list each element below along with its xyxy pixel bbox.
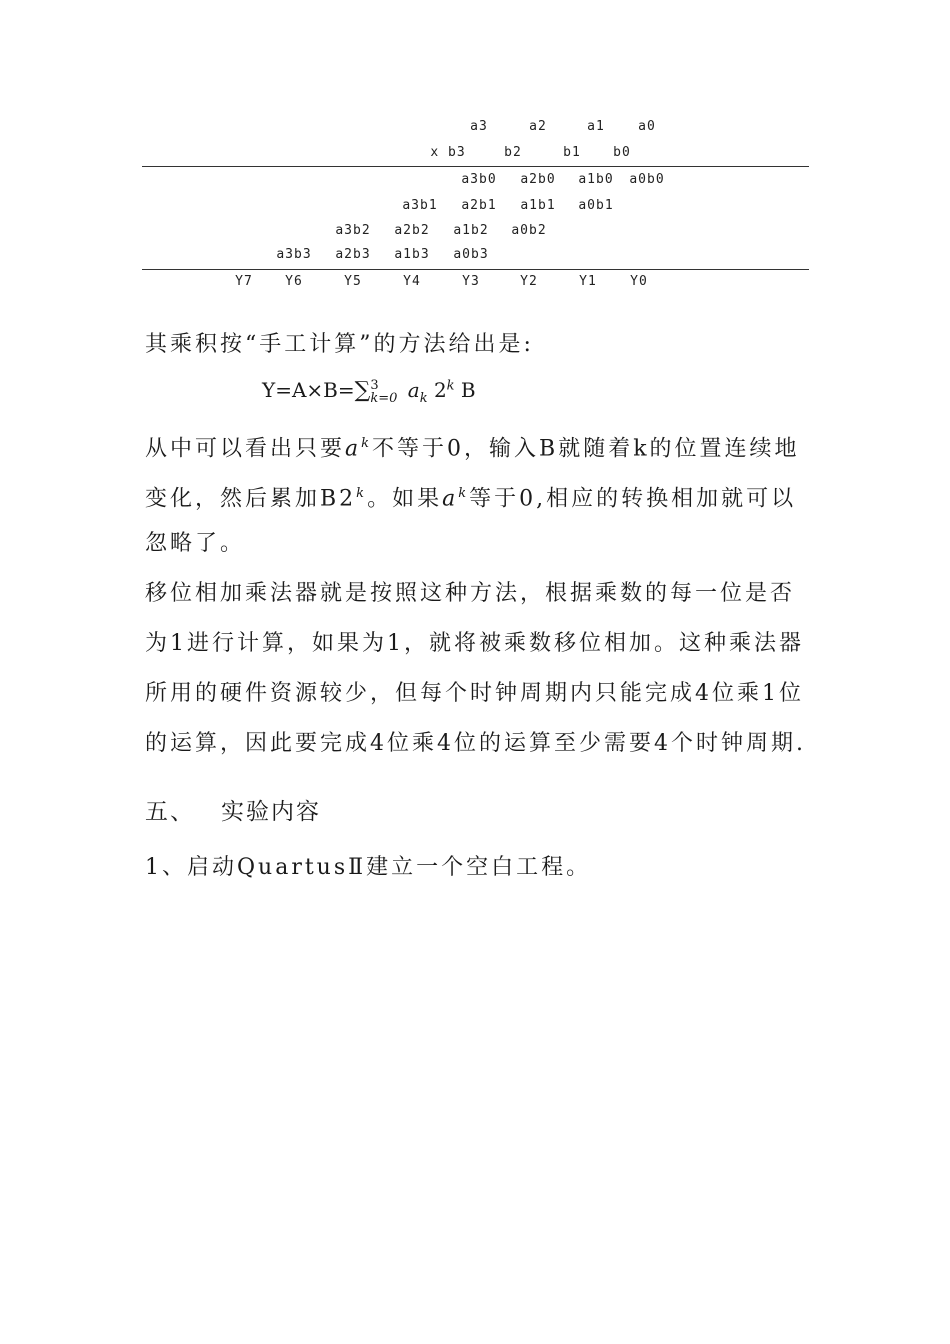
table-cell: Y3 [462,274,480,289]
product-formula [262,378,476,406]
table-cell: a3b1 [402,198,438,213]
step-item: 1、启动QuartusⅡ建立一个空白工程。 [145,855,592,880]
math-sup: k [361,436,373,451]
table-cell: a3b2 [335,223,371,238]
table-cell: a1b3 [394,247,430,262]
table-cell: b1 [563,145,581,160]
table-cell: Y4 [403,274,421,289]
math-a: a [442,486,459,512]
table-cell: a0b1 [578,198,614,213]
table-cell: a2b1 [461,198,497,213]
table-cell: a1 [587,119,605,134]
table-cell: Y1 [579,274,597,289]
table-cell: a3 [470,119,488,134]
sum-lower: k=0 [370,390,398,406]
table-cell: a1b1 [520,198,556,213]
multiplication-table [0,0,950,300]
table-cell: a0b0 [629,172,665,187]
section-heading [145,793,321,826]
formula-a-sub: k [419,391,428,406]
table-cell: a3b3 [276,247,312,262]
paragraph-line: 为1进行计算，如果为1，就将被乘数移位相加。这种乘法器 [145,631,804,656]
table-cell: a2b0 [520,172,556,187]
intro-text: 其乘积按“手工计算”的方法给出是: [145,332,534,357]
text-run: 等于0,相应的转换相加就可以 [469,486,797,512]
text-run: 。如果 [367,486,443,512]
paragraph-line [145,429,815,464]
table-cell: b0 [613,145,631,160]
formula-b: B [460,378,476,402]
table-cell: a1b0 [578,172,614,187]
table-cell: a0b3 [453,247,489,262]
table-cell: Y7 [235,274,253,289]
table-cell: Y2 [520,274,538,289]
table-cell: a0 [638,119,656,134]
sum-symbol: ∑ [354,378,371,403]
paragraph-line: 忽略了。 [145,531,246,556]
paragraph-line: 的运算，因此要完成4位乘4位的运算至少需要4个时钟周期. [145,731,806,756]
table-cell: a2b3 [335,247,371,262]
table-cell: b2 [504,145,522,160]
top-rule [142,166,809,167]
math-sup: k [356,486,368,501]
table-cell: Y0 [630,274,648,289]
formula-two-sup: k [446,378,455,394]
table-cell: a1b2 [453,223,489,238]
table-cell: a2 [529,119,547,134]
bottom-rule [142,269,809,270]
math-a: a [345,436,362,462]
math-sup: k [458,486,470,501]
formula-two: 2 [433,378,447,402]
formula-lhs: Y=A×B= [262,378,355,402]
paragraph-line: 所用的硬件资源较少，但每个时钟周期内只能完成4位乘1位 [145,681,804,706]
formula-a: a [407,378,420,402]
table-cell: a3b0 [461,172,497,187]
table-cell: Y5 [344,274,362,289]
section-number: 五、 [145,799,195,825]
text-run: 不等于0，输入B就随着k的位置连续地 [372,436,800,462]
table-cell: Y6 [285,274,303,289]
text-run: 变化，然后累加B2 [145,486,357,512]
table-cell: x b3 [430,145,466,160]
table-cell: a0b2 [511,223,547,238]
section-title: 实验内容 [221,799,321,825]
text-run: 从中可以看出只要 [145,436,346,462]
paragraph-line: 移位相加乘法器就是按照这种方法，根据乘数的每一位是否 [145,581,796,606]
paragraph-line [145,479,815,514]
sum-upper: 3 [370,377,379,393]
table-cell: a2b2 [394,223,430,238]
